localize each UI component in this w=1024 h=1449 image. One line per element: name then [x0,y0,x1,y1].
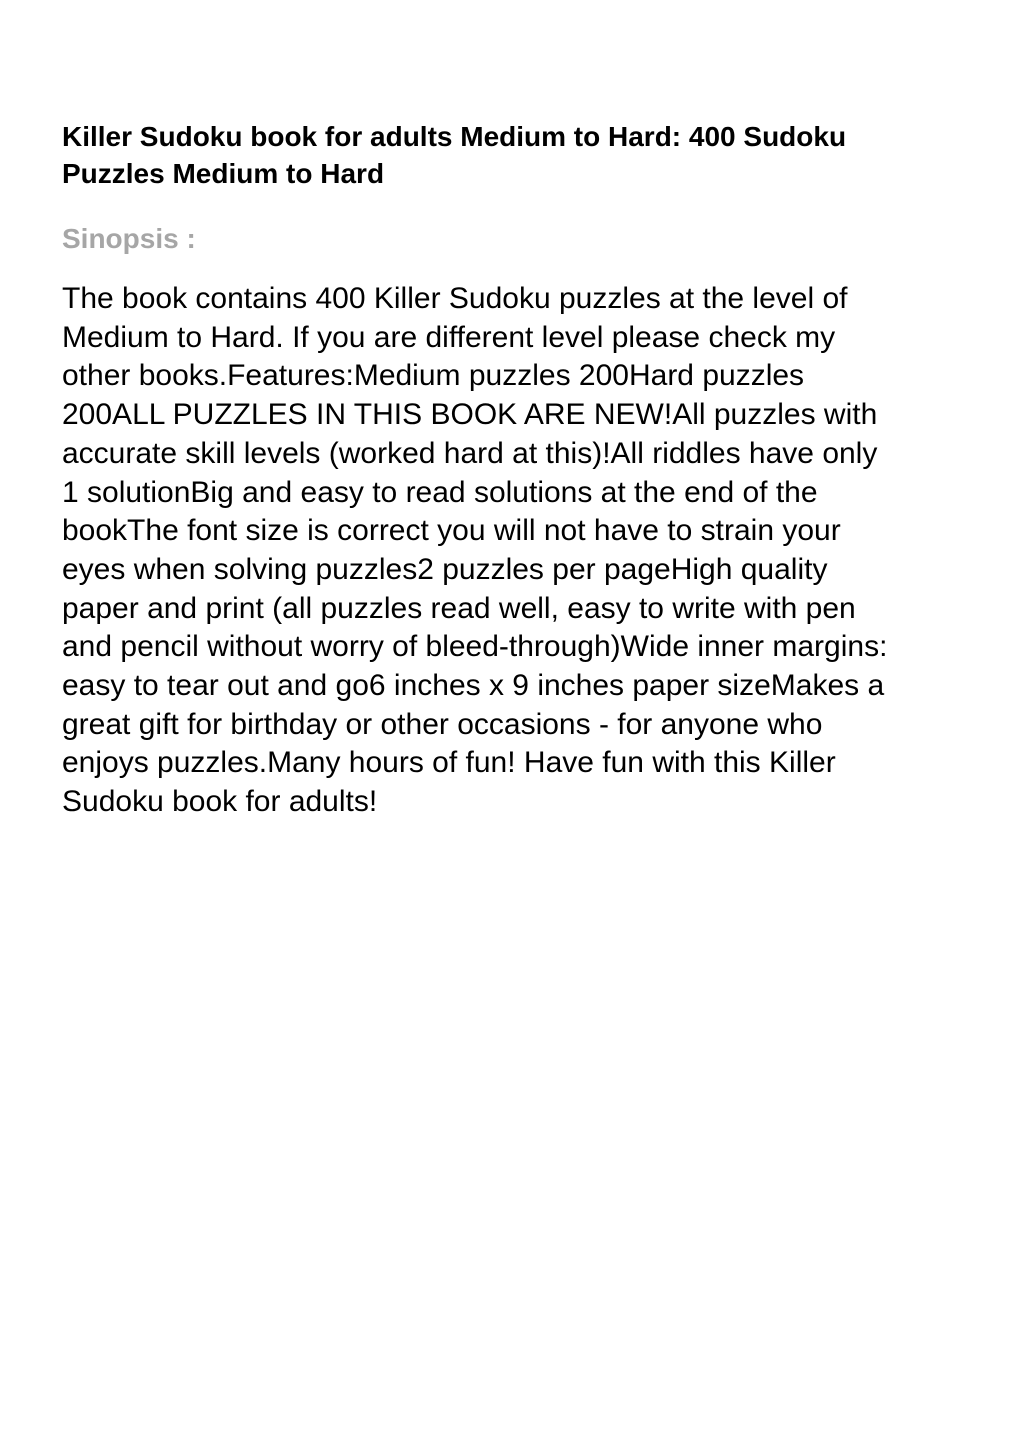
synopsis-line: The book contains 400 Killer Sudoku puzzles at the level of [62,282,848,315]
synopsis-line: great gift for birthday or other occasions - for anyone who [62,707,823,741]
synopsis-line: enjoys puzzles.Many hours of fun! Have fun with this Killer [62,746,836,780]
synopsis-line: easy to tear out and go6 inches x 9 inches paper sizeMakes a [62,669,885,703]
page-title [62,118,962,192]
synopsis-line: bookThe font size is correct you will not have to strain your [62,514,841,548]
synopsis-line: 200ALL PUZZLES IN THIS BOOK ARE NEW!All puzzles with [62,398,878,432]
title-line: Puzzles Medium to Hard [62,158,385,189]
synopsis-line: eyes when solving puzzles2 puzzles per pageHigh quality [62,552,828,586]
synopsis-line: and pencil without worry of bleed-through)Wide inner margins: [62,630,888,664]
synopsis-text [62,280,972,822]
synopsis-line: Sudoku book for adults! [62,785,378,819]
synopsis-line: paper and print (all puzzles read well, easy to write with pen [62,591,856,625]
title-line: Killer Sudoku book for adults Medium to Hard: 400 Sudoku [62,121,847,152]
synopsis-line: accurate skill levels (worked hard at this)!All riddles have only [62,436,878,470]
synopsis-line: Medium to Hard. If you are different level please check my [62,320,836,354]
synopsis-heading: Sinopsis : [62,223,196,254]
synopsis-line: 1 solutionBig and easy to read solutions at the end of the [62,475,818,509]
synopsis-line: other books.Features:Medium puzzles 200Hard puzzles [62,359,805,393]
